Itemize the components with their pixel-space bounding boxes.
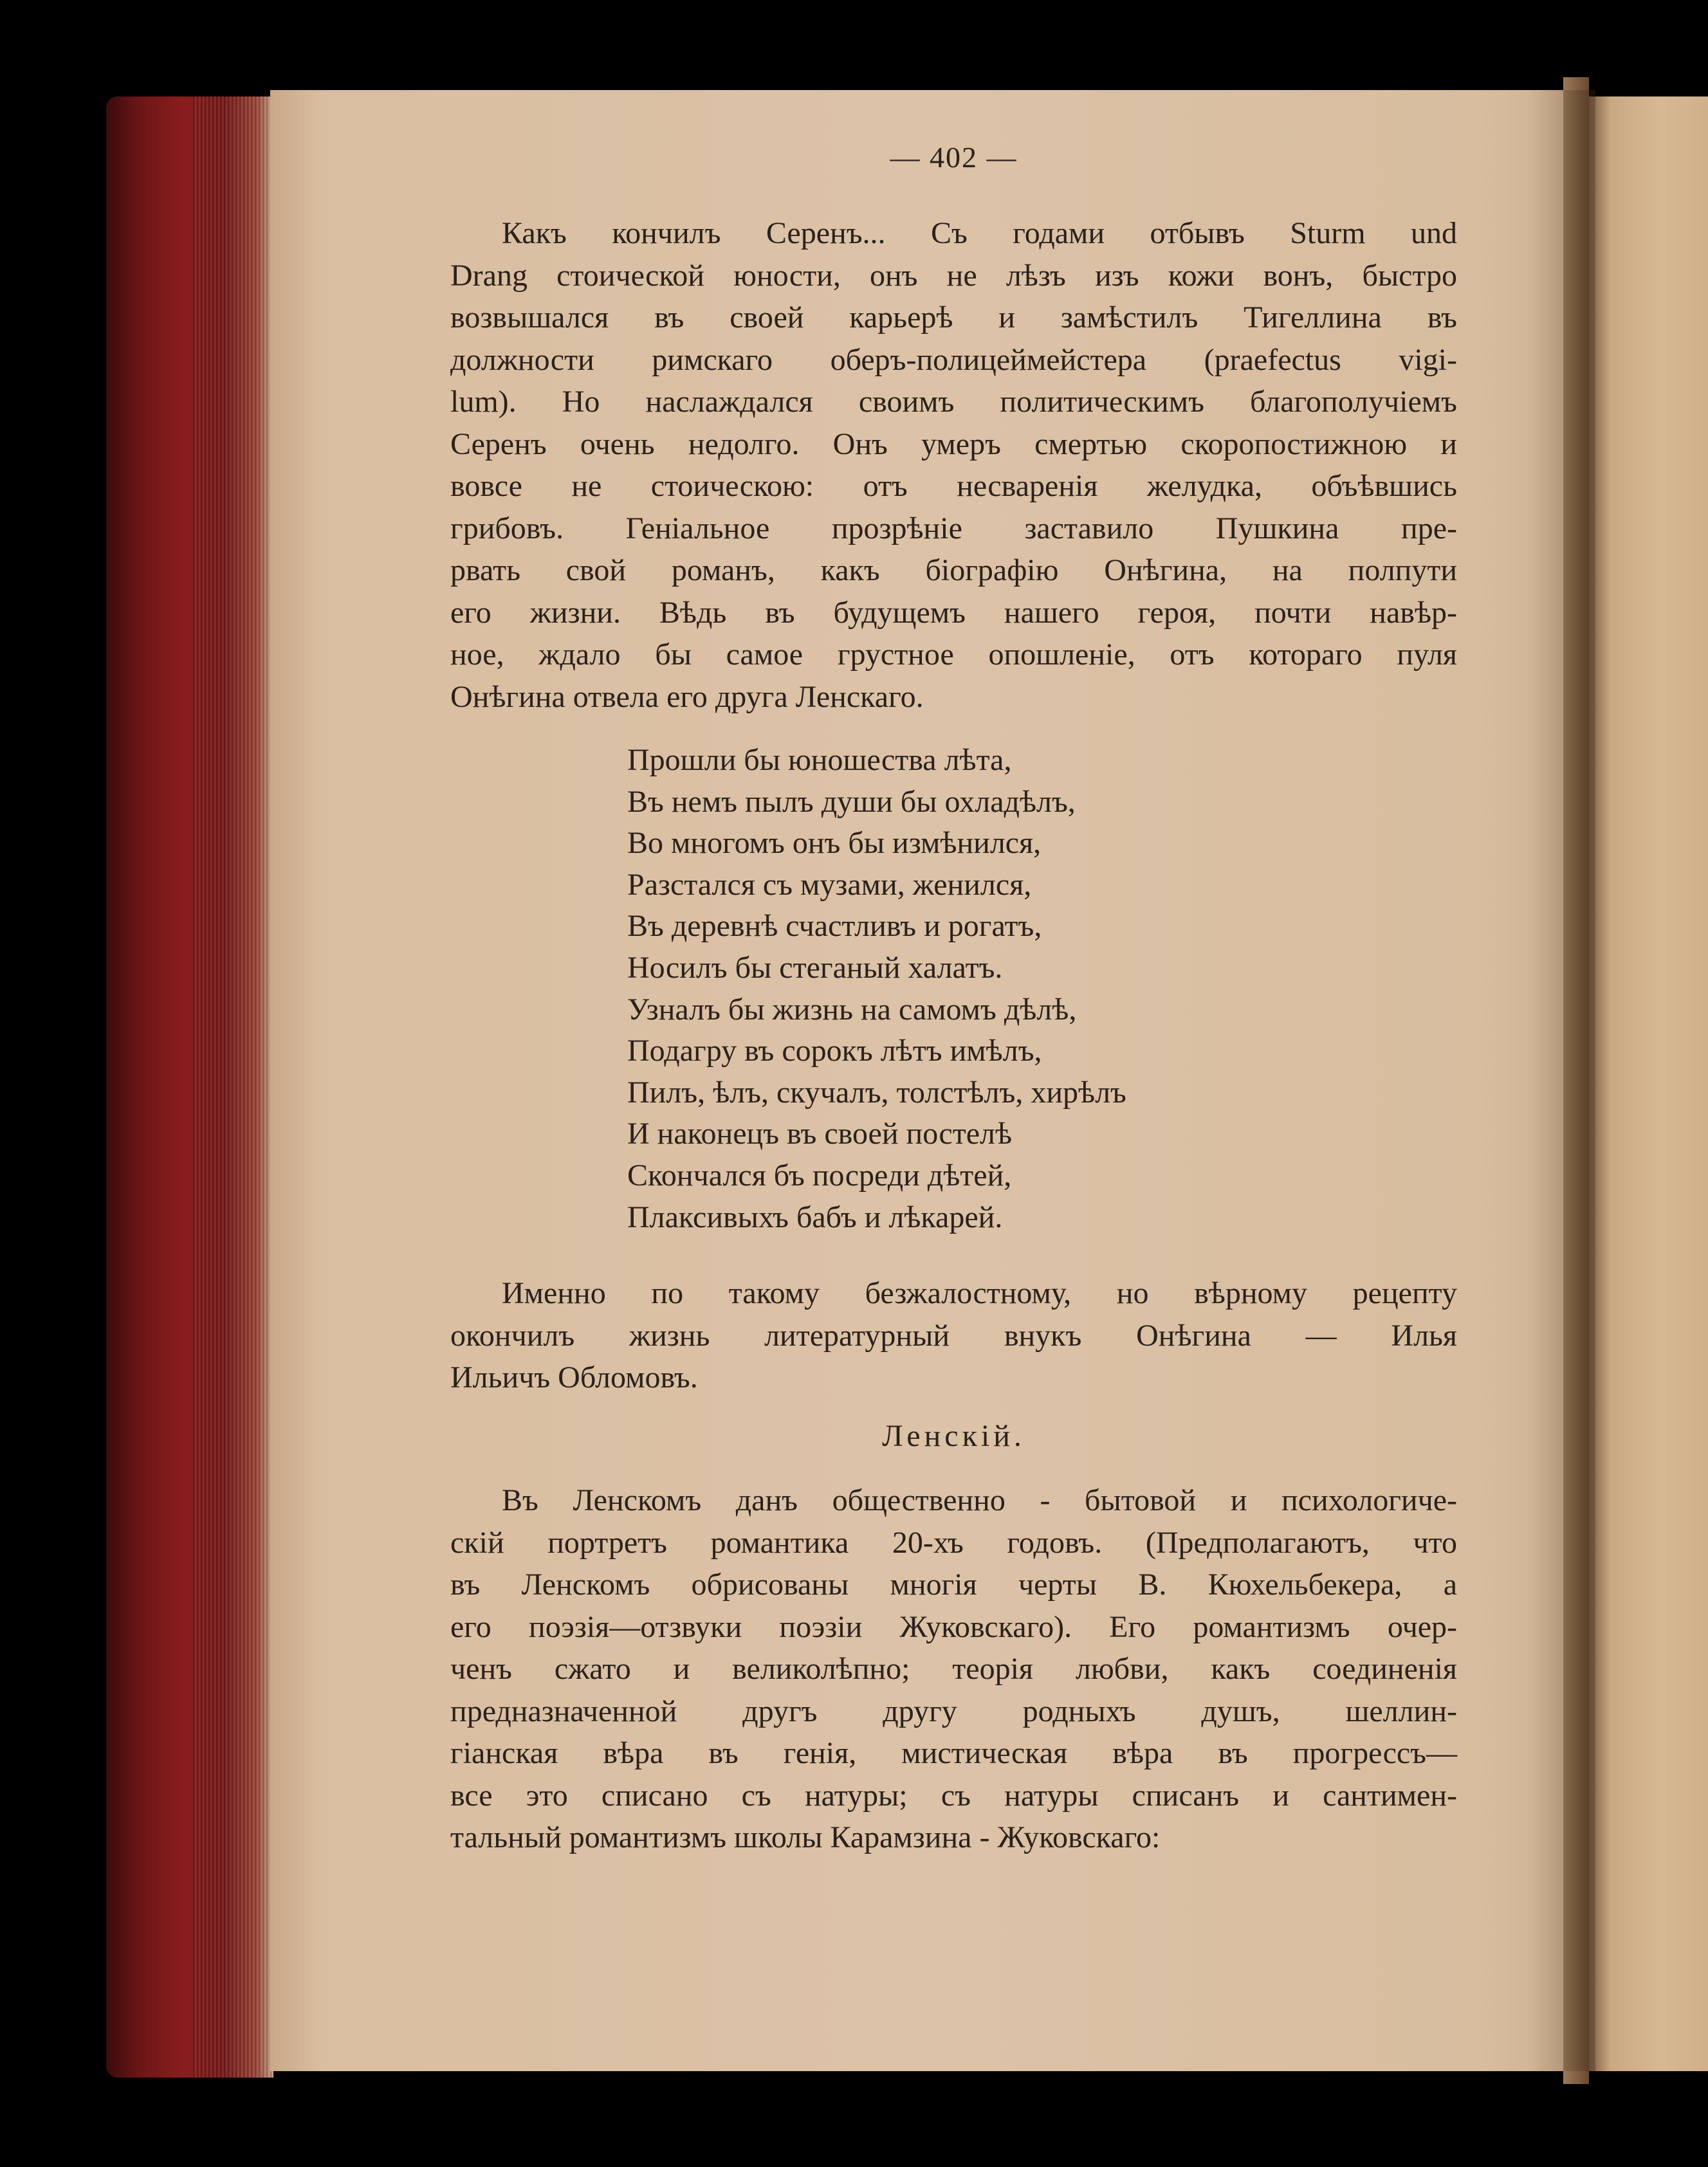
poem-line: Во многомъ онъ бы измѣнился, [627, 826, 1042, 861]
text-line: его жизни. Вѣдь въ будущемъ нашего героя, почти навѣр- [450, 595, 1457, 630]
paragraph-serenus [450, 212, 1457, 718]
poem-line: И наконецъ въ своей постелѣ [627, 1117, 1013, 1151]
paragraph-oblomov [450, 1272, 1457, 1399]
text-line: Какъ кончилъ Серенъ... Съ годами отбывъ Sturm und [502, 216, 1457, 250]
poem-line: Разстался съ музами, женился, [627, 867, 1032, 902]
poem-line: Въ деревнѣ счастливъ и рогатъ, [627, 909, 1042, 944]
text-line: скій портретъ романтика 20-хъ годовъ. (Предполагаютъ, что [450, 1525, 1457, 1560]
book-page-edges-texture [193, 96, 273, 2078]
poem-line: Прошли бы юношества лѣта, [627, 743, 1012, 777]
text-line: вовсе не стоическою: отъ несваренія желудка, объѣвшись [450, 469, 1457, 503]
text-line: ченъ сжато и великолѣпно; теорія любви, какъ соединенія [450, 1652, 1457, 1686]
poem-line: Въ немъ пылъ души бы охладѣлъ, [627, 784, 1076, 819]
poem-line: Пилъ, ѣлъ, скучалъ, толстѣлъ, хирѣлъ [627, 1075, 1126, 1110]
section-heading: Ленскій. [882, 1419, 1025, 1453]
page-gutter-shadow [1531, 90, 1595, 2071]
text-line: все это списано съ натуры; съ натуры списанъ и сантимен- [450, 1778, 1457, 1813]
text-line: тальный романтизмъ школы Карамзина - Жуковскаго: [450, 1820, 1161, 1854]
paragraph-lensky [450, 1479, 1457, 1859]
text-line: должности римскаго оберъ-полицеймейстера (praefectus vigi- [450, 342, 1457, 377]
poem-line: Подагру въ сорокъ лѣтъ имѣлъ, [627, 1034, 1042, 1068]
text-line: возвышался въ своей карьерѣ и замѣстилъ Тигеллина въ [450, 300, 1457, 334]
text-line: ное, ждало бы самое грустное опошленіе, отъ котораго пуля [450, 637, 1457, 672]
text-line: Онѣгина отвела его друга Ленскаго. [450, 679, 924, 714]
poem-line: Узналъ бы жизнь на самомъ дѣлѣ, [627, 992, 1077, 1027]
text-line: Drang стоической юности, онъ не лѣзъ изъ кожи вонъ, быстро [450, 258, 1457, 293]
text-line: въ Ленскомъ обрисованы многія черты В. Кюхельбекера, а [450, 1568, 1457, 1602]
text-line: грибовъ. Геніальное прозрѣніе заставило Пушкина пре- [450, 511, 1457, 545]
facing-page [1589, 96, 1708, 2071]
text-line: предназначенной другъ другу родныхъ душъ, шеллин- [450, 1694, 1457, 1728]
text-line: окончилъ жизнь литературный внукъ Онѣгина — Илья [450, 1318, 1457, 1353]
text-line: Именно по такому безжалостному, но вѣрному рецепту [502, 1276, 1457, 1310]
poem-line: Скончался бъ посреди дѣтей, [627, 1158, 1012, 1193]
text-line: Серенъ очень недолго. Онъ умеръ смертью скоропостижною и [450, 426, 1457, 461]
poem-line: Плаксивыхъ бабъ и лѣкарей. [627, 1200, 1003, 1234]
text-line: Въ Ленскомъ данъ общественно - бытовой и психологиче- [502, 1483, 1457, 1517]
poem-line: Носилъ бы стеганый халатъ. [627, 950, 1003, 985]
poem-quotation [627, 740, 1126, 1238]
text-line: lum). Но наслаждался своимъ политическимъ благополучіемъ [450, 385, 1457, 419]
text-line: его поэзія—отзвуки поэзіи Жуковскаго). Его романтизмъ очер- [450, 1609, 1457, 1644]
text-line: гіанская вѣра въ генія, мистическая вѣра въ прогрессъ— [450, 1736, 1457, 1770]
text-line: Ильичъ Обломовъ. [450, 1360, 698, 1394]
text-line: рвать свой романъ, какъ біографію Онѣгина, на полпути [450, 553, 1457, 587]
page-number: — 402 — [890, 141, 1018, 174]
